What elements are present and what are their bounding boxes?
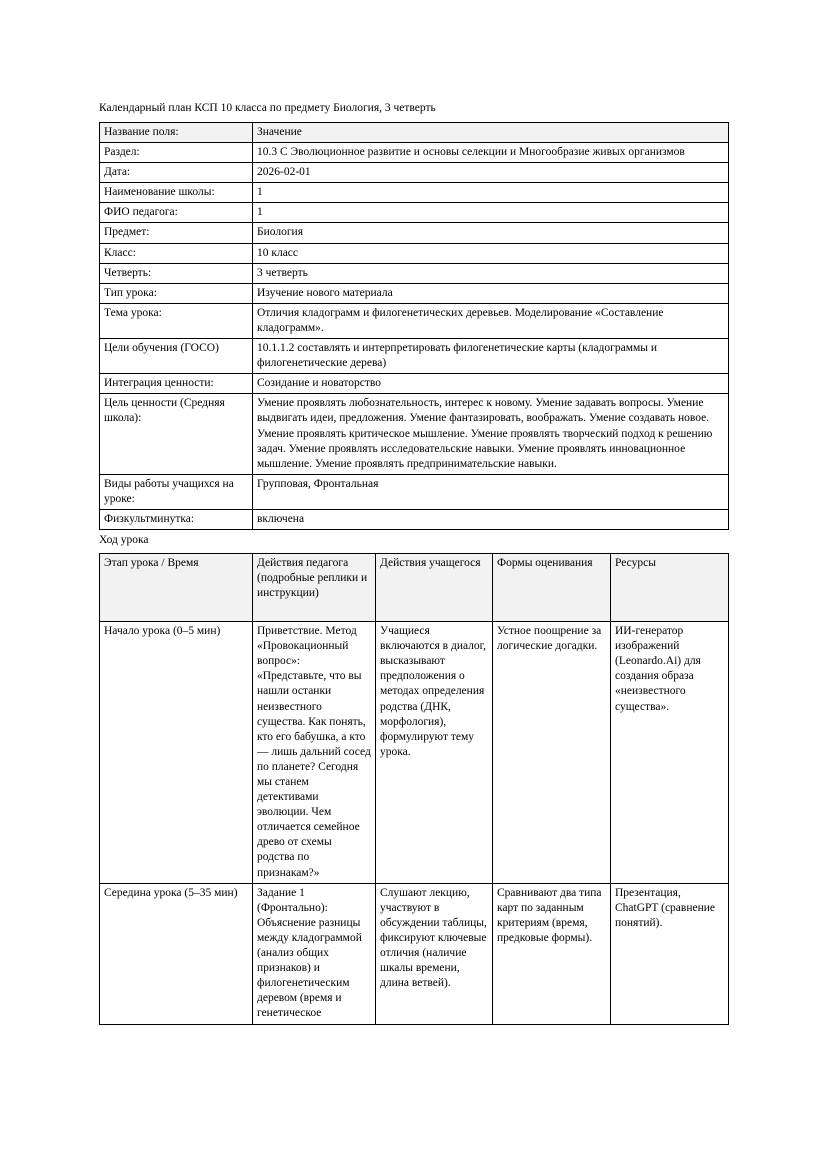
meta-field-label: Раздел: (100, 143, 253, 163)
meta-field-value: Биология (253, 223, 729, 243)
meta-field-label: Тема урока: (100, 303, 253, 338)
table-row (100, 394, 729, 474)
flow-cell-student: Учащиеся включаются в диалог, высказывают предположения о методах определения родства (ДНК, морфология), формулируют тему урока. (376, 622, 493, 884)
meta-field-label: Тип урока: (100, 283, 253, 303)
document-content (99, 101, 728, 1025)
meta-field-label: Четверть: (100, 263, 253, 283)
flow-header-resources: Ресурсы (611, 554, 729, 622)
meta-field-value: Изучение нового материала (253, 283, 729, 303)
flow-cell-assessment: Сравнивают два типа карт по заданным критериям (время, предковые формы). (493, 883, 611, 1024)
lesson-meta-table (99, 122, 729, 530)
table-row (100, 509, 729, 529)
meta-field-value: Отличия кладограмм и филогенетических деревьев. Моделирование «Составление кладограмм». (253, 303, 729, 338)
table-row (100, 263, 729, 283)
table-row (100, 283, 729, 303)
lesson-flow-table (99, 553, 729, 1024)
flow-cell-resources: ИИ-генератор изображений (Leonardo.Ai) для создания образа «неизвестного существа». (611, 622, 729, 884)
meta-field-label: Цель ценности (Средняя школа): (100, 394, 253, 474)
meta-field-label: Цели обучения (ГОСО) (100, 339, 253, 374)
meta-header-field: Название поля: (100, 123, 253, 143)
meta-field-value: 10.1.1.2 составлять и интерпретировать филогенетические карты (кладограммы и филогенетические дерева) (253, 339, 729, 374)
flow-table-body (100, 554, 729, 1024)
meta-field-label: Виды работы учащихся на уроке: (100, 474, 253, 509)
meta-field-label: Наименование школы: (100, 183, 253, 203)
flow-header-student-actions: Действия учащегося (376, 554, 493, 622)
table-row (100, 143, 729, 163)
meta-field-value: Созидание и новаторство (253, 374, 729, 394)
meta-field-value: 1 (253, 203, 729, 223)
table-row (100, 474, 729, 509)
meta-field-label: Класс: (100, 243, 253, 263)
meta-field-label: ФИО педагога: (100, 203, 253, 223)
table-row (100, 374, 729, 394)
flow-cell-stage: Середина урока (5–35 мин) (100, 883, 253, 1024)
meta-table-body (100, 123, 729, 530)
meta-table-header-row (100, 123, 729, 143)
meta-field-value: 10 класс (253, 243, 729, 263)
flow-header-stage: Этап урока / Время (100, 554, 253, 622)
table-row (100, 622, 729, 884)
table-row (100, 339, 729, 374)
flow-cell-teacher: Приветствие. Метод «Провокационный вопрос»: «Представьте, что вы нашли останки неизвестного существа. Как понять, кто его бабушка, а кто — лишь дальний сосед по планете? Сегодня мы станем детективами эволюции. Чем отличается семейное древо от схемы родства по признакам?» (253, 622, 376, 884)
meta-field-value: 1 (253, 183, 729, 203)
meta-field-label: Интеграция ценности: (100, 374, 253, 394)
page-title: Календарный план КСП 10 класса по предмету Биология, 3 четверть (99, 102, 436, 114)
meta-field-value: 10.3 C Эволюционное развитие и основы селекции и Многообразие живых организмов (253, 143, 729, 163)
table-row (100, 303, 729, 338)
table-row (100, 203, 729, 223)
flow-cell-stage: Начало урока (0–5 мин) (100, 622, 253, 884)
flow-table-header-row (100, 554, 729, 622)
lesson-flow-heading: Ход урока (99, 534, 149, 547)
meta-field-value: Умение проявлять любознательность, интерес к новому. Умение задавать вопросы. Умение выдвигать идеи, предложения. Умение фантазировать, воображать. Умение создавать новое. Умение проявлять критическое мышление. Умение проявлять творческий подход к решению задач. Умение проявлять исследовательские навыки. Умение проявлять инновационное мышление. Умение проявлять предпринимательские навыки. (253, 394, 729, 474)
flow-cell-teacher: Задание 1 (Фронтально): Объяснение разницы между кладограммой (анализ общих признаков) и филогенетическим деревом (время и генетическое (253, 883, 376, 1024)
table-row (100, 163, 729, 183)
meta-field-label: Предмет: (100, 223, 253, 243)
flow-header-assessment: Формы оценивания (493, 554, 611, 622)
meta-header-value: Значение (253, 123, 729, 143)
flow-header-teacher-actions: Действия педагога (подробные реплики и инструкции) (253, 554, 376, 622)
table-row (100, 223, 729, 243)
flow-cell-assessment: Устное поощрение за логические догадки. (493, 622, 611, 884)
flow-cell-student: Слушают лекцию, участвуют в обсуждении таблицы, фиксируют ключевые отличия (наличие шкалы времени, длина ветвей). (376, 883, 493, 1024)
meta-field-label: Дата: (100, 163, 253, 183)
table-row (100, 183, 729, 203)
meta-field-value: Групповая, Фронтальная (253, 474, 729, 509)
meta-field-value: 2026-02-01 (253, 163, 729, 183)
flow-cell-resources: Презентация, ChatGPT (сравнение понятий). (611, 883, 729, 1024)
table-row (100, 883, 729, 1024)
table-row (100, 243, 729, 263)
meta-field-value: включена (253, 509, 729, 529)
meta-field-label: Физкультминутка: (100, 509, 253, 529)
meta-field-value: 3 четверть (253, 263, 729, 283)
